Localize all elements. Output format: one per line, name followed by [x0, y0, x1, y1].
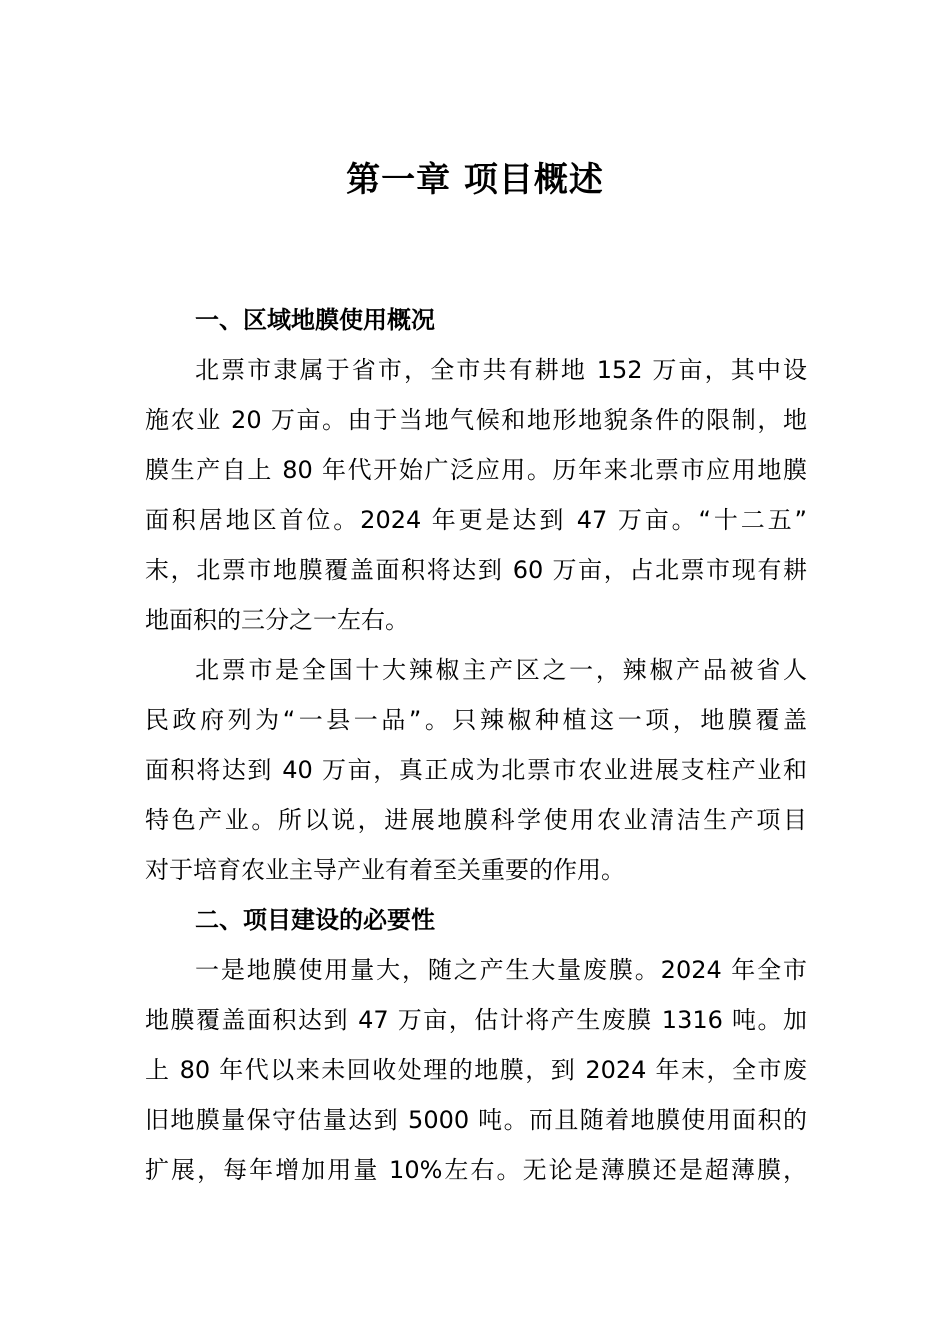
section-project-necessity: [145, 895, 807, 1195]
paragraph-line: 一是地膜使用量大，随之产生大量废膜。2024 年全市: [195, 956, 807, 984]
paragraph-line: 对于培育农业主导产业有着至关重要的作用。: [145, 856, 625, 884]
paragraph-line: 地膜覆盖面积达到 47 万亩，估计将产生废膜 1316 吨。加: [145, 1006, 807, 1034]
paragraph-line: 面积居地区首位。2024 年更是达到 47 万亩。“十二五”: [145, 506, 807, 534]
section-heading: 二、项目建设的必要性: [195, 906, 435, 934]
paragraph-line: 地面积的三分之一左右。: [145, 606, 409, 634]
paragraph-line: 末，北票市地膜覆盖面积将达到 60 万亩，占北票市现有耕: [145, 556, 807, 584]
paragraph-line: 上 80 年代以来未回收处理的地膜，到 2024 年末，全市废: [145, 1056, 807, 1084]
paragraph-line: 北票市是全国十大辣椒主产区之一，辣椒产品被省人: [195, 656, 807, 684]
paragraph-line: 面积将达到 40 万亩，真正成为北票市农业进展支柱产业和: [145, 756, 807, 784]
paragraph-line: 扩展，每年增加用量 10%左右。无论是薄膜还是超薄膜，: [145, 1156, 807, 1184]
paragraph: [145, 645, 807, 895]
section-heading: 一、区域地膜使用概况: [195, 306, 435, 334]
paragraph-line: 施农业 20 万亩。由于当地气候和地形地貌条件的限制，地: [145, 406, 807, 434]
section-regional-film-usage: [145, 295, 807, 895]
chapter-title: 第一章 项目概述: [346, 160, 604, 200]
paragraph: [145, 945, 807, 1195]
paragraph-line: 特色产业。所以说，进展地膜科学使用农业清洁生产项目: [145, 806, 807, 834]
document-body: [145, 295, 807, 1195]
paragraph-line: 北票市隶属于省市，全市共有耕地 152 万亩，其中设: [195, 356, 807, 384]
paragraph: [145, 345, 807, 645]
paragraph-line: 膜生产自上 80 年代开始广泛应用。历年来北票市应用地膜: [145, 456, 807, 484]
paragraph-line: 旧地膜量保守估量达到 5000 吨。而且随着地膜使用面积的: [145, 1106, 807, 1134]
paragraph-line: 民政府列为“一县一品”。只辣椒种植这一项，地膜覆盖: [145, 706, 807, 734]
